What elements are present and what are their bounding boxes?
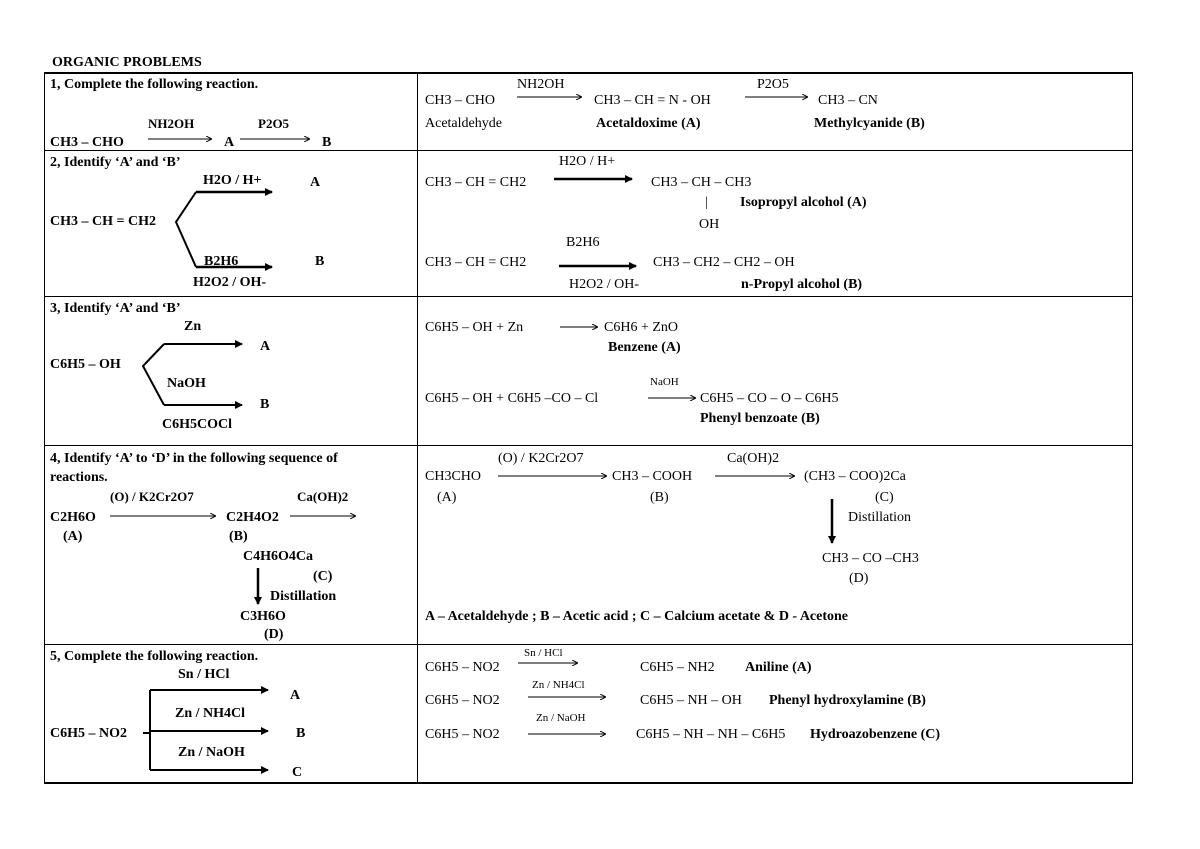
a5-right-2: C6H5 – NH – OH xyxy=(640,693,742,708)
q5-reagent-b: Zn / NH4Cl xyxy=(175,706,246,721)
question-3-text: 3, Identify ‘A’ and ‘B’ xyxy=(50,301,181,316)
q4-label-d: (D) xyxy=(264,627,284,642)
q2-label-b: B xyxy=(315,254,325,269)
q3-reactant: C6H5 – OH xyxy=(50,357,121,372)
a3-right-2: C6H5 – CO – O – C6H5 xyxy=(700,391,839,406)
q4-label-b: (B) xyxy=(229,529,248,544)
a5-name-hydroazobenzene: Hydroazobenzene (C) xyxy=(810,727,940,742)
q2-branch-lines xyxy=(176,192,196,267)
q3-reagent-a: Zn xyxy=(184,319,202,334)
q4-c2h6o: C2H6O xyxy=(50,510,96,525)
a4-label-a: (A) xyxy=(437,490,457,505)
a1-intermediate: CH3 – CH = N - OH xyxy=(594,93,711,108)
q4-label-a: (A) xyxy=(63,529,83,544)
a2-product-2: CH3 – CH2 – CH2 – OH xyxy=(653,255,795,270)
q4-distillation: Distillation xyxy=(270,589,337,604)
a3-left-1: C6H5 – OH + Zn xyxy=(425,320,524,335)
q1-product-a: A xyxy=(224,135,235,150)
a4-d: CH3 – CO –CH3 xyxy=(822,551,919,566)
q4-c2h4o2: C2H4O2 xyxy=(226,510,279,525)
a2-reactant-2: CH3 – CH = CH2 xyxy=(425,255,527,270)
q1-reactant: CH3 – CHO xyxy=(50,135,124,150)
a1-reagent-1: NH2OH xyxy=(517,77,565,92)
q3-reagent-b-top: NaOH xyxy=(167,376,206,391)
q5-reactant: C6H5 – NO2 xyxy=(50,726,127,741)
a1-reagent-2: P2O5 xyxy=(757,77,789,92)
a5-left-3: C6H5 – NO2 xyxy=(425,727,500,742)
a5-reagent-1: Sn / HCl xyxy=(524,647,563,659)
a5-name-aniline: Aniline (A) xyxy=(745,660,812,675)
a4-reagent-1: (O) / K2Cr2O7 xyxy=(498,451,584,466)
q4-reagent-2: Ca(OH)2 xyxy=(297,489,349,504)
a2-oh: OH xyxy=(699,217,720,232)
question-4-text-line-2: reactions. xyxy=(50,470,108,485)
q1-reagent-1: NH2OH xyxy=(148,116,195,131)
a3-right-1: C6H6 + ZnO xyxy=(604,320,679,335)
question-2-text: 2, Identify ‘A’ and ‘B’ xyxy=(50,155,181,170)
a2-reagent-2-bottom: H2O2 / OH- xyxy=(569,277,639,292)
a2-product-1: CH3 – CH – CH3 xyxy=(651,175,752,190)
a4-reagent-2: Ca(OH)2 xyxy=(727,451,780,466)
a1-product: CH3 – CN xyxy=(818,93,878,108)
page-title: ORGANIC PROBLEMS xyxy=(52,55,202,70)
a3-reagent-2: NaOH xyxy=(650,376,679,388)
a5-name-phenylhydroxylamine: Phenyl hydroxylamine (B) xyxy=(769,693,926,708)
a4-distillation: Distillation xyxy=(848,510,911,525)
q5-label-c: C xyxy=(292,765,303,780)
a5-reagent-3: Zn / NaOH xyxy=(536,712,586,724)
a2-bond: | xyxy=(705,195,708,210)
q3-reagent-b-bottom: C6H5COCl xyxy=(162,417,232,432)
q3-label-a: A xyxy=(260,339,271,354)
q2-reagent-b-top: B2H6 xyxy=(204,254,239,269)
a5-reagent-2: Zn / NH4Cl xyxy=(532,679,585,691)
a5-right-1: C6H5 – NH2 xyxy=(640,660,715,675)
q5-label-b: B xyxy=(296,726,306,741)
a4-label-b: (B) xyxy=(650,490,669,505)
q5-label-a: A xyxy=(290,688,301,703)
question-4-text-line-1: 4, Identify ‘A’ to ‘D’ in the following sequence of xyxy=(50,451,338,466)
a5-left-2: C6H5 – NO2 xyxy=(425,693,500,708)
a1-name-acetaldoxime: Acetaldoxime (A) xyxy=(596,116,701,131)
a4-b: CH3 – COOH xyxy=(612,469,693,484)
q4-c4h6o4ca: C4H6O4Ca xyxy=(243,549,313,564)
q4-label-c: (C) xyxy=(313,569,333,584)
a2-name-isopropyl: Isopropyl alcohol (A) xyxy=(740,195,867,210)
a5-right-3: C6H5 – NH – NH – C6H5 xyxy=(636,727,786,742)
a1-reactant: CH3 – CHO xyxy=(425,93,496,108)
a1-name-acetaldehyde: Acetaldehyde xyxy=(425,116,502,131)
q3-branch-lines xyxy=(143,344,164,405)
q4-c3h6o: C3H6O xyxy=(240,609,286,624)
q4-reagent-1: (O) / K2Cr2O7 xyxy=(110,489,194,504)
q2-label-a: A xyxy=(310,175,321,190)
question-1-text: 1, Complete the following reaction. xyxy=(50,77,259,92)
q1-reagent-2: P2O5 xyxy=(258,116,290,131)
q2-reagent-top: H2O / H+ xyxy=(203,173,262,188)
a4-label-c: (C) xyxy=(875,490,894,505)
question-5-text: 5, Complete the following reaction. xyxy=(50,649,259,664)
a5-left-1: C6H5 – NO2 xyxy=(425,660,500,675)
a3-name-phenylbenzoate: Phenyl benzoate (B) xyxy=(700,411,820,426)
a3-left-2: C6H5 – OH + C6H5 –CO – Cl xyxy=(425,391,599,406)
a2-reactant-1: CH3 – CH = CH2 xyxy=(425,175,527,190)
q2-reagent-b-bottom: H2O2 / OH- xyxy=(193,275,267,290)
q2-reactant: CH3 – CH = CH2 xyxy=(50,214,156,229)
q3-label-b: B xyxy=(260,397,270,412)
a4-c: (CH3 – COO)2Ca xyxy=(804,469,906,484)
a1-name-methylcyanide: Methylcyanide (B) xyxy=(814,116,925,131)
a2-name-npropyl: n-Propyl alcohol (B) xyxy=(741,277,863,292)
a4-label-d: (D) xyxy=(849,571,869,586)
q5-reagent-c: Zn / NaOH xyxy=(178,745,245,760)
a4-a: CH3CHO xyxy=(425,469,482,484)
a2-reagent-1: H2O / H+ xyxy=(559,154,616,169)
a3-name-benzene: Benzene (A) xyxy=(608,340,681,355)
q1-product-b: B xyxy=(322,135,332,150)
a4-summary: A – Acetaldehyde ; B – Acetic acid ; C – Calcium acetate & D - Acetone xyxy=(425,609,849,624)
a2-reagent-2-top: B2H6 xyxy=(566,235,600,250)
q5-reagent-a: Sn / HCl xyxy=(178,667,230,682)
